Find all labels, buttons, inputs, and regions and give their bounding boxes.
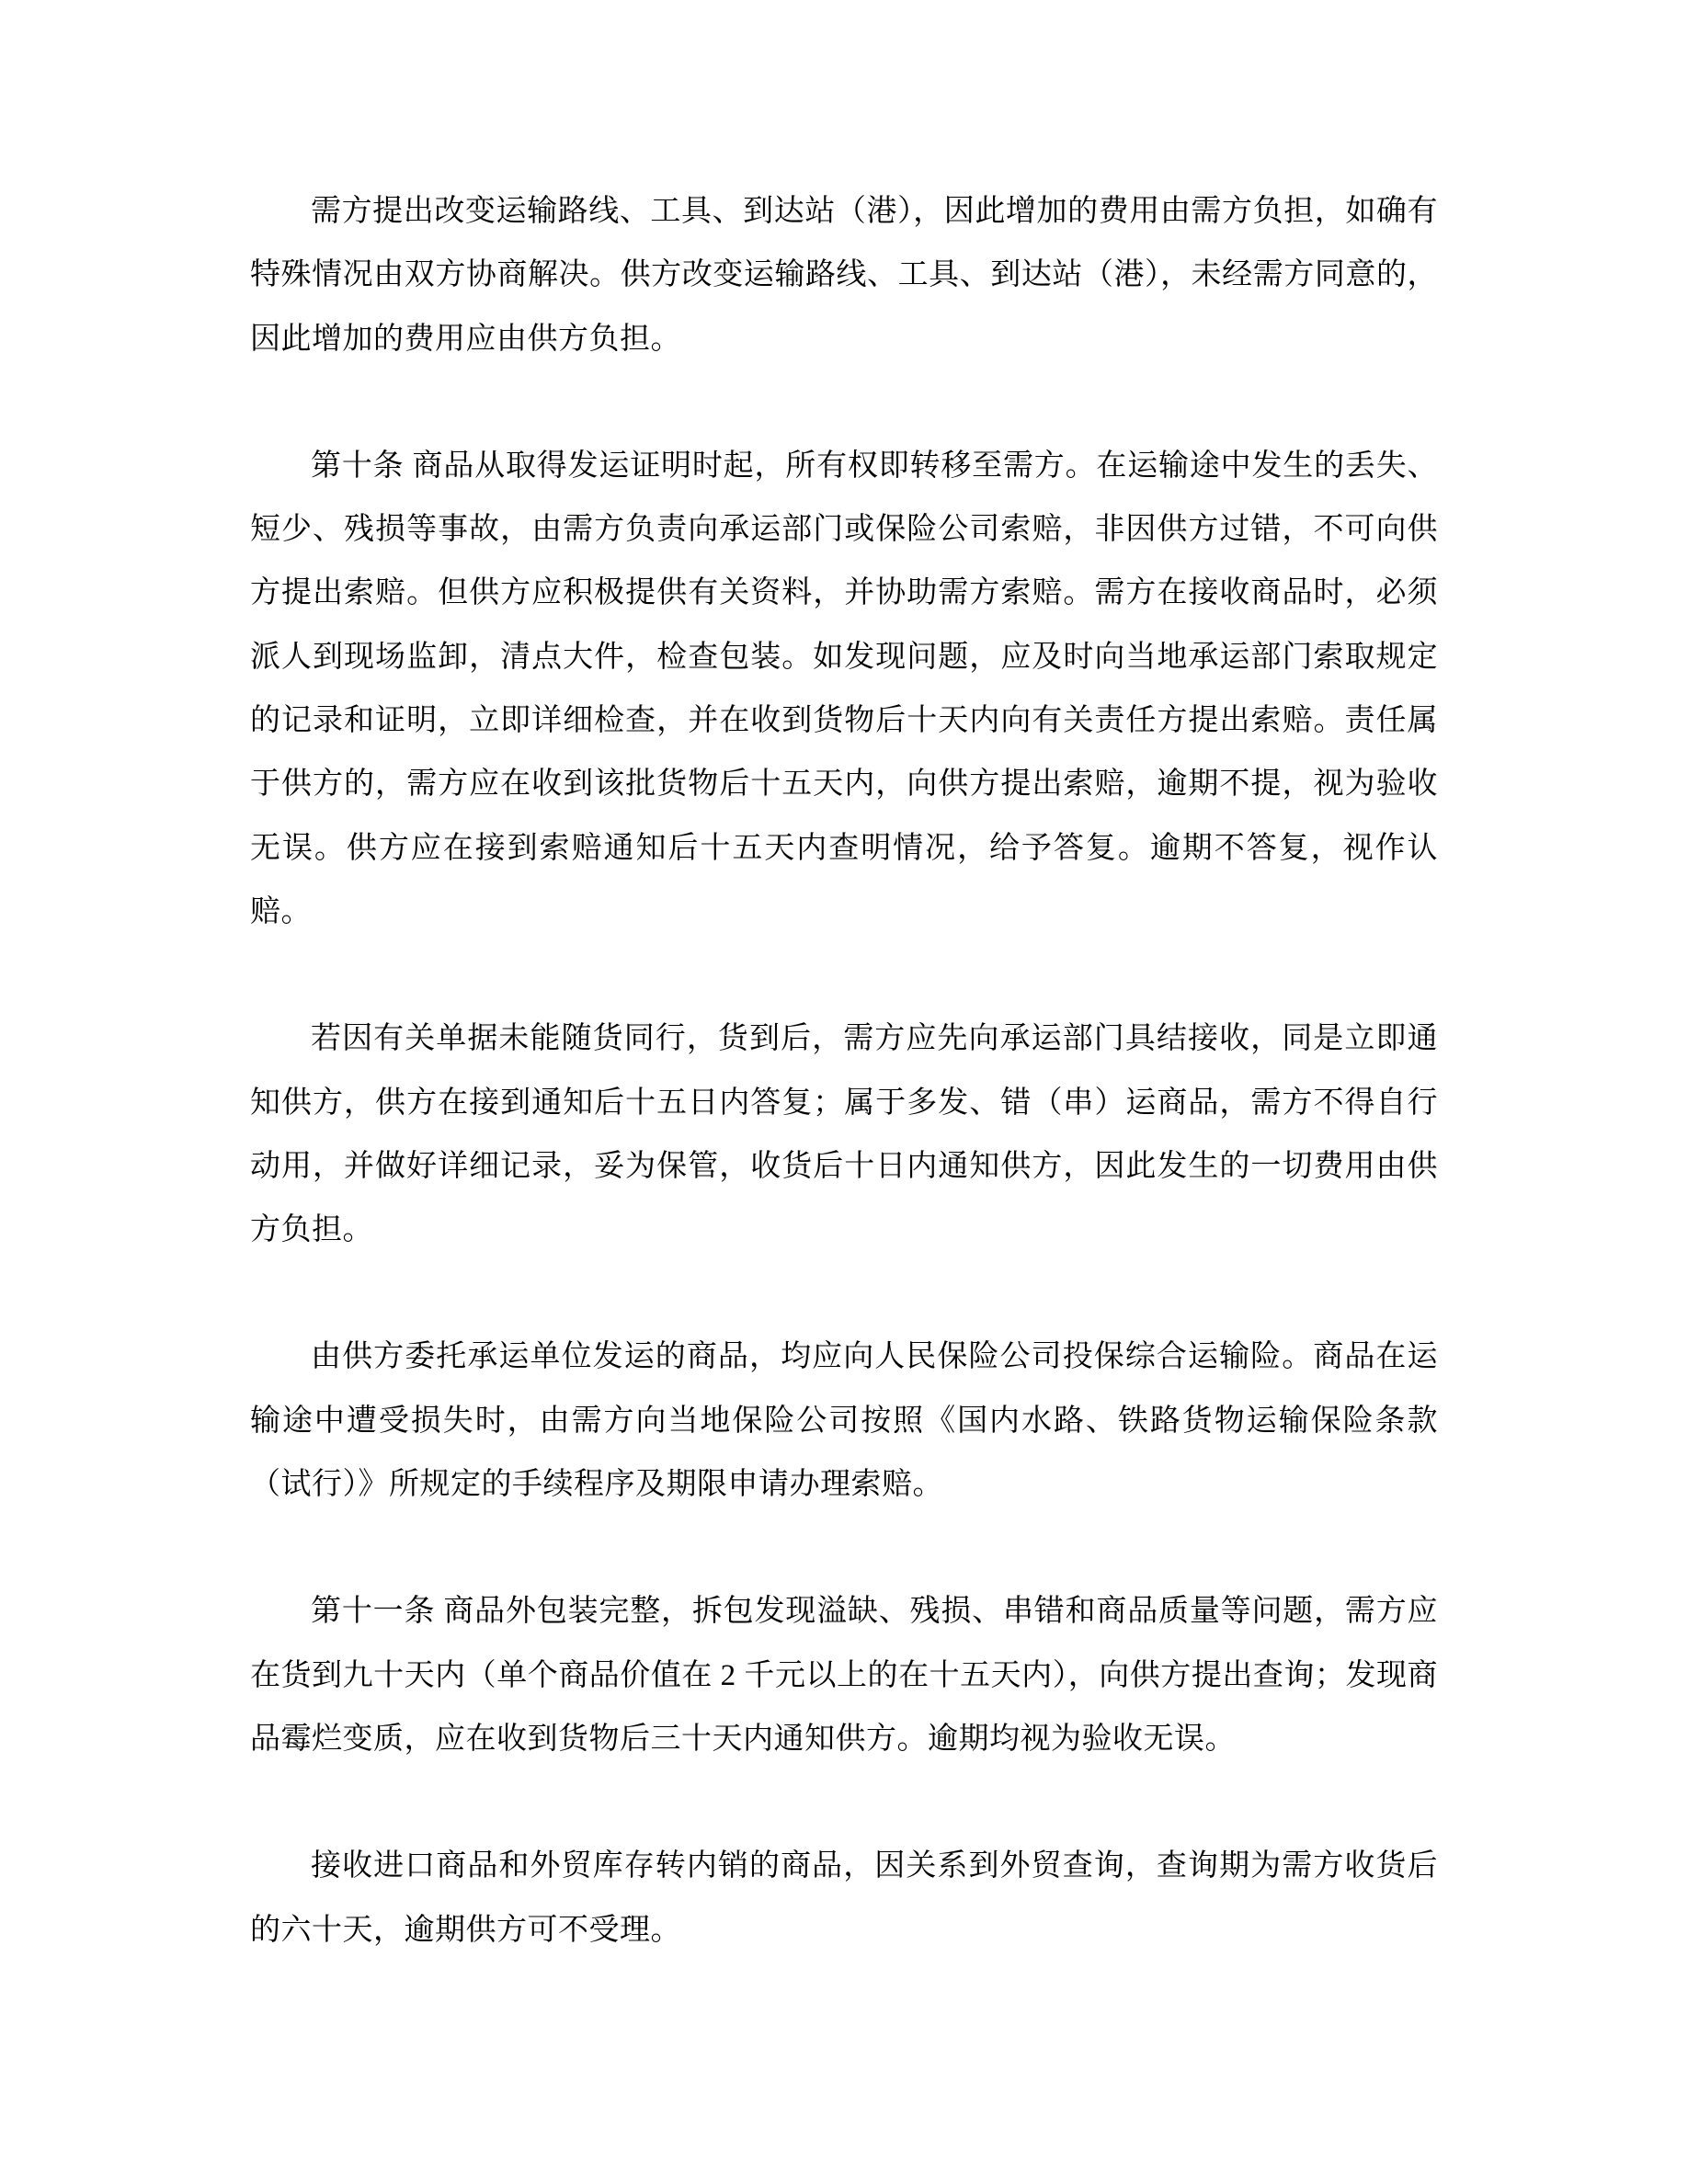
paragraph-article-10: 第十条 商品从取得发运证明时起，所有权即转移至需方。在运输途中发生的丢失、短少、残损等事故，由需方负责向承运部门或保险公司索赔，非因供方过错，不可向供方提出索赔。但供方应积极提供有关资料，并协助需方索赔。需方在接收商品时，必须派人到现场监卸，清点大件，检查包装。如发现问题，应及时向当地承运部门索取规定的记录和证明，立即详细检查，并在收到货物后十天内向有关责任方提出索赔。责任属于供方的，需方应在收到该批货物后十五天内，向供方提出索赔，逾期不提，视为验收无误。供方应在接到索赔通知后十五天内查明情况，给予答复。逾期不答复，视作认赔。 [250, 449, 1438, 928]
paragraph-imported-goods-inquiry: 接收进口商品和外贸库存转内销的商品，因关系到外贸查询，查询期为需方收货后的六十天，逾期供方可不受理。 [250, 1849, 1438, 1947]
paragraph-transport-insurance: 由供方委托承运单位发运的商品，均应向人民保险公司投保综合运输险。商品在运输途中遭受损失时，由需方向当地保险公司按照《国内水路、铁路货物运输保险条款（试行）》所规定的手续程序及期限申请办理索赔。 [250, 1340, 1438, 1502]
paragraph-documents-not-with-goods: 若因有关单据未能随货同行，货到后，需方应先向承运部门具结接收，同是立即通知供方，供方在接到通知后十五日内答复；属于多发、错（串）运商品，需方不得自行动用，并做好详细记录，妥为保管，收货后十日内通知供方，因此发生的一切费用由供方负担。 [250, 1022, 1438, 1247]
paragraph-transport-route-change: 需方提出改变运输路线、工具、到达站（港），因此增加的费用由需方负担，如确有特殊情况由双方协商解决。供方改变运输路线、工具、到达站（港），未经需方同意的，因此增加的费用应由供方负担。 [250, 195, 1438, 356]
paragraph-article-11: 第十一条 商品外包装完整，拆包发现溢缺、残损、串错和商品质量等问题，需方应在货到九十天内（单个商品价值在 2 千元以上的在十五天内），向供方提出查询；发现商品霉烂变质，应在收到货物后三十天内通知供方。逾期均视为验收无误。 [250, 1595, 1438, 1756]
